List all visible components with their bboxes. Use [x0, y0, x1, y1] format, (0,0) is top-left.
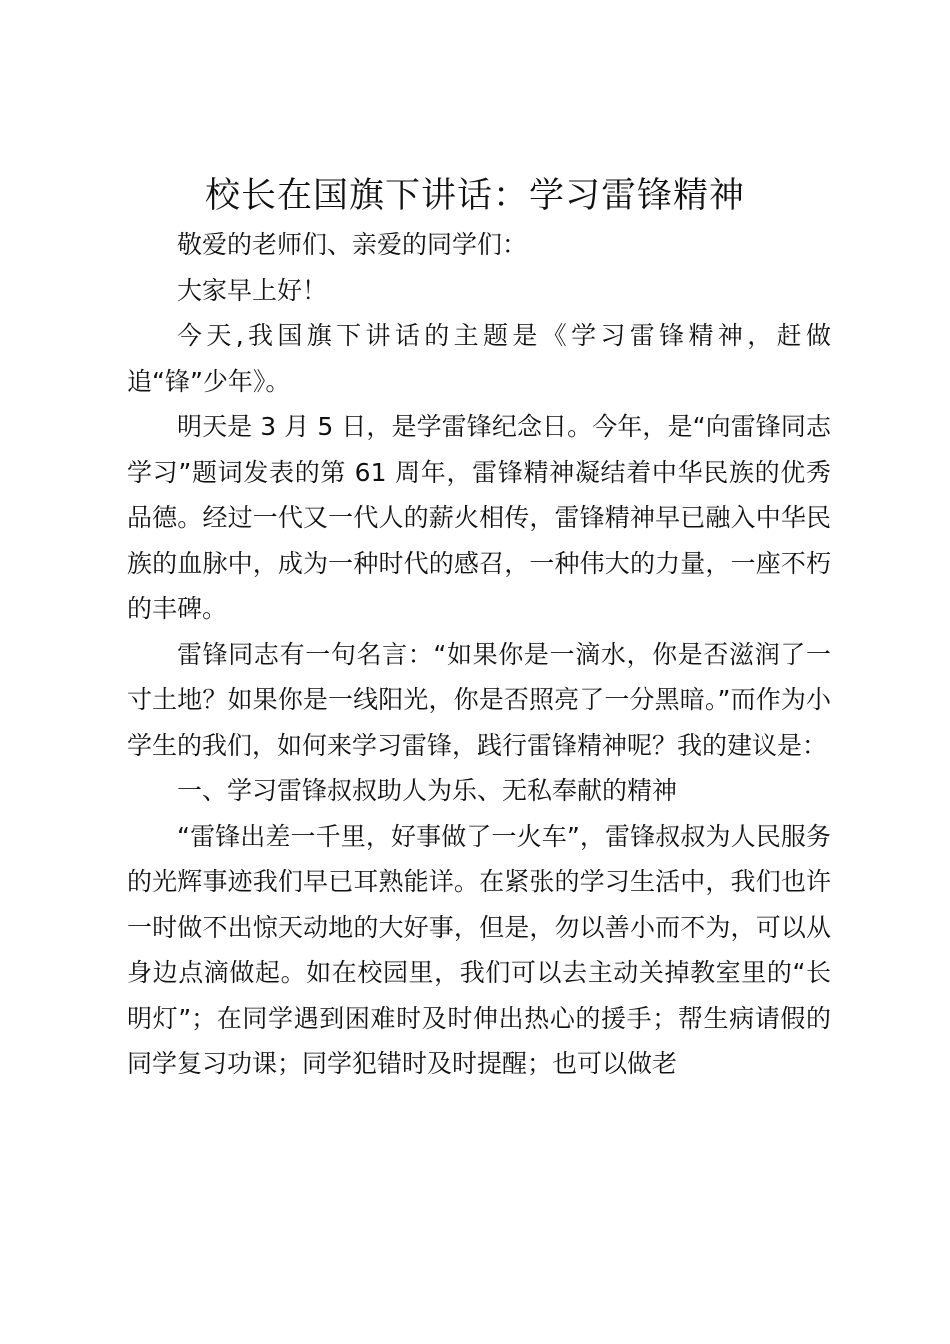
paragraph-memorial-day: 明天是 3 月 5 日，是学雷锋纪念日。今年，是“向雷锋同志学习”题词发表的第 61 周年，雷锋精神凝结着中华民族的优秀品德。经过一代又一代人的薪火相传，雷锋精神早已融入中华民族的血脉中，成为一种时代的感召，一种伟大的力量，一座不朽的丰碑。: [127, 412, 831, 623]
paragraph-examples: “雷锋出差一千里，好事做了一火车”，雷锋叔叔为人民服务的光辉事迹我们早已耳熟能详。在紧张的学习生活中，我们也许一时做不出惊天动地的大好事，但是，勿以善小而不为，可以从身边点滴做起。如在校园里，我们可以去主动关掉教室里的“长明灯”；在同学遇到困难时及时伸出热心的援手；帮生病请假的同学复习功课；同学犯错时及时提醒；也可以做老: [127, 821, 831, 1078]
document-body: [127, 222, 831, 1087]
paragraph-greeting: 大家早上好！: [177, 275, 328, 305]
paragraph-salutation: 敬爱的老师们、亲爱的同学们：: [177, 230, 528, 259]
document-title: 校长在国旗下讲话：学习雷锋精神: [204, 176, 745, 216]
paragraph-heading-one: 一、学习雷锋叔叔助人为乐、无私奉献的精神: [177, 776, 678, 805]
paragraph-quote: 雷锋同志有一句名言：“如果你是一滴水，你是否滋润了一寸土地？如果你是一线阳光，你是否照亮了一分黑暗。”而作为小学生的我们，如何来学习雷锋，践行雷锋精神呢？我的建议是：: [127, 639, 831, 760]
paragraph-topic: 今天,我国旗下讲话的主题是《学习雷锋精神，赶做追“锋”少年》。: [127, 321, 831, 396]
